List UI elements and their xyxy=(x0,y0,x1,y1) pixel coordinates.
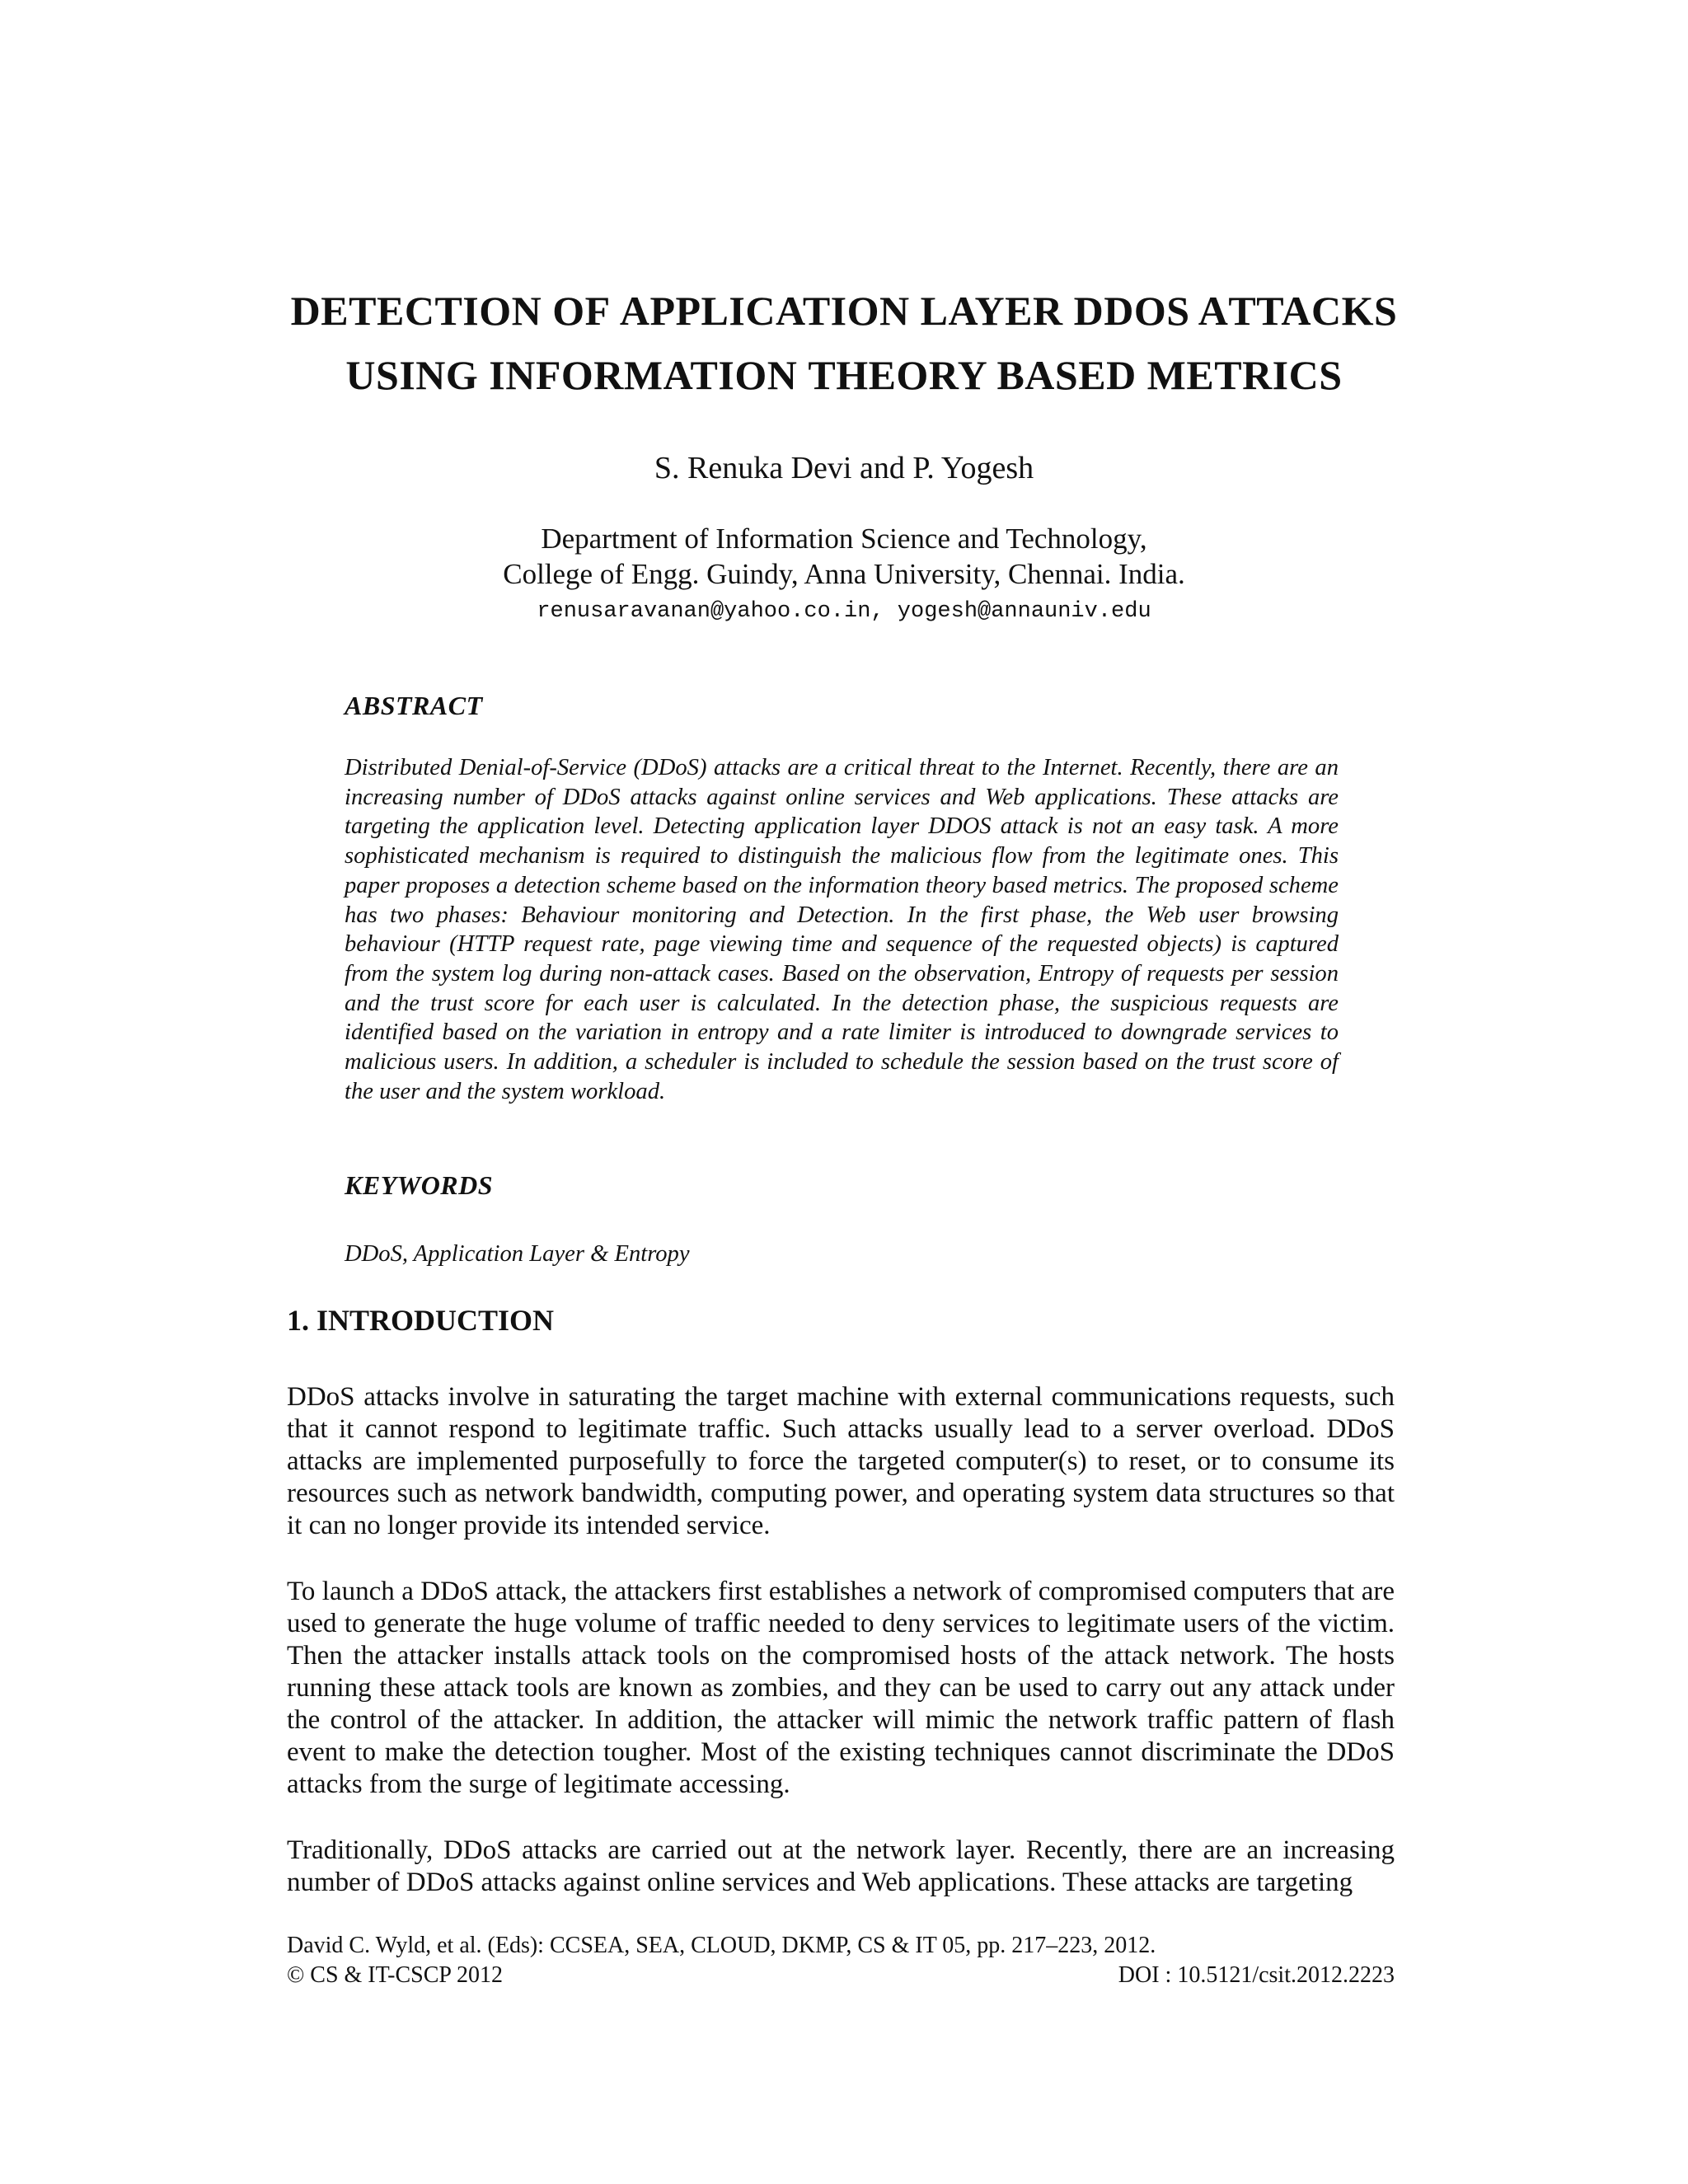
abstract-heading: ABSTRACT xyxy=(345,691,483,720)
introduction-heading: 1. INTRODUCTION xyxy=(287,1304,555,1337)
affiliation-line-2: College of Engg. Guindy, Anna University, Chennai. India. xyxy=(503,558,1185,590)
intro-paragraph-2: To launch a DDoS attack, the attackers first establishes a network of compromised computers that are used to generate the huge volume of traffic needed to deny services to legitimate users of the victim. Then the attacker installs attack tools on the compromised hosts of the attack network. The hosts running these attack tools are known as zombies, and they can be used to carry out any attack under the control of the attacker. In addition, the attacker will mimic the network traffic pattern of flash event to make the detection tougher. Most of the existing techniques cannot discriminate the DDoS attacks from the surge of legitimate accessing. xyxy=(287,1577,1395,1799)
author-names: S. Renuka Devi and P. Yogesh xyxy=(654,451,1034,485)
affiliation-line-1: Department of Information Science and Technology, xyxy=(541,523,1147,555)
keywords-heading: KEYWORDS xyxy=(345,1170,494,1200)
footer-doi: DOI : 10.5121/csit.2012.2223 xyxy=(1118,1962,1395,1988)
title-line-2: USING INFORMATION THEORY BASED METRICS xyxy=(345,352,1343,398)
title-line-1: DETECTION OF APPLICATION LAYER DDOS ATTACKS xyxy=(290,288,1398,334)
affiliation xyxy=(0,521,1688,592)
intro-paragraph-1: DDoS attacks involve in saturating the target machine with external communications requests, such that it cannot respond to legitimate traffic. Such attacks usually lead to a server overload. DDoS attacks are implemented purposefully to force the targeted computer(s) to reset, or to consume its resources such as network bandwidth, computing power, and operating system data structures so that it can no longer provide its intended service. xyxy=(287,1382,1395,1540)
author-emails: renusaravanan@yahoo.co.in, yogesh@annauniv.edu xyxy=(537,599,1151,624)
abstract-text: Distributed Denial-of-Service (DDoS) attacks are a critical threat to the Internet. Recently, there are an increasing number of DDoS attacks against online services and Web applications. These attacks are targeting the application level. Detecting application layer DDOS attack is not an easy task. A more sophisticated mechanism is required to distinguish the malicious flow from the legitimate ones. This paper proposes a detection scheme based on the information theory based metrics. The proposed scheme has two phases: Behaviour monitoring and Detection. In the first phase, the Web user browsing behaviour (HTTP request rate, page viewing time and sequence of the requested objects) is captured from the system log during non-attack cases. Based on the observation, Entropy of requests per session and the trust score for each user is calculated. In the detection phase, the suspicious requests are identified based on the variation in entropy and a rate limiter is introduced to downgrade services to malicious users. In addition, a scheduler is included to schedule the session based on the trust score of the user and the system workload. xyxy=(345,755,1339,1104)
paper-title xyxy=(0,279,1688,407)
intro-paragraph-3: Traditionally, DDoS attacks are carried out at the network layer. Recently, there are an increasing number of DDoS attacks against online services and Web applications. These attacks are targeting xyxy=(287,1835,1395,1897)
keywords-text: DDoS, Application Layer & Entropy xyxy=(345,1241,690,1267)
footer-copyright: © CS & IT-CSCP 2012 xyxy=(287,1962,503,1988)
footer-citation: David C. Wyld, et al. (Eds): CCSEA, SEA, CLOUD, DKMP, CS & IT 05, pp. 217–223, 2012. xyxy=(287,1933,1156,1958)
